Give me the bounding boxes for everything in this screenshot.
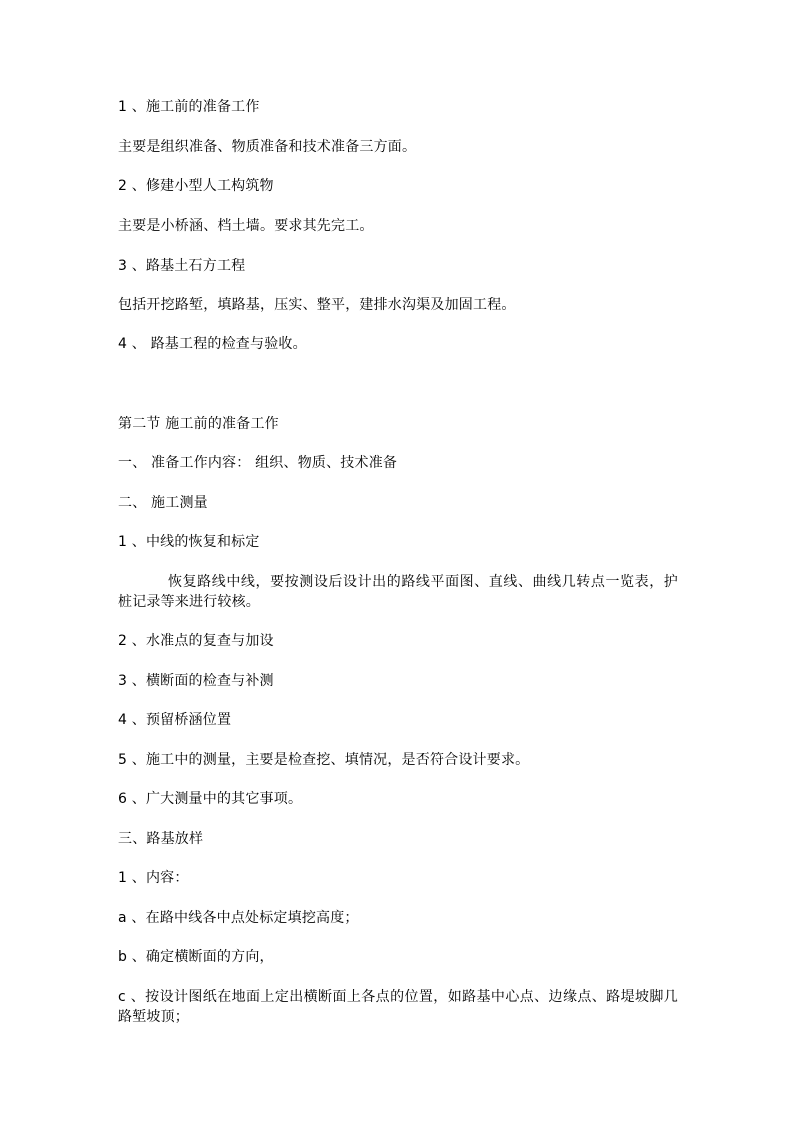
heading-step-3: 3 、路基土石方工程 — [118, 258, 246, 274]
item-a: a 、在路中线各中点处标定填挖高度； — [118, 910, 359, 926]
heading-part-2: 二、 施工测量 — [118, 495, 208, 511]
item-2: 2 、水准点的复查与加设 — [118, 633, 274, 649]
item-4: 4 、预留桥涵位置 — [118, 712, 232, 728]
heading-step-1: 1 、施工前的准备工作 — [118, 99, 260, 115]
item-b: b 、确定横断面的方向， — [118, 949, 274, 965]
heading-step-2: 2 、修建小型人工构筑物 — [118, 178, 274, 194]
item-3: 3 、横断面的检查与补测 — [118, 673, 274, 689]
heading-part-3: 三、路基放样 — [118, 831, 204, 847]
paragraph-step-3-desc: 包括开挖路堑，填路基，压实、整平，建排水沟渠及加固工程。 — [118, 297, 516, 313]
heading-part-1: 一、 准备工作内容： 组织、物质、技术准备 — [118, 455, 398, 471]
paragraph-step-1-desc: 主要是组织准备、物质准备和技术准备三方面。 — [118, 139, 417, 155]
item-1: 1 、中线的恢复和标定 — [118, 534, 260, 550]
item-content: 1 、内容： — [118, 870, 189, 886]
item-c: c 、按设计图纸在地面上定出横断面上各点的位置，如路基中心点、边缘点、路堤坡脚几路堑坡顶； — [118, 989, 678, 1025]
item-6: 6 、广大测量中的其它事项。 — [118, 791, 303, 807]
section-title: 第二节 施工前的准备工作 — [118, 416, 279, 432]
paragraph-item-1-desc: 恢复路线中线，要按测设后设计出的路线平面图、直线、曲线几转点一览表，护桩记录等来进行较核。 — [118, 574, 678, 610]
heading-step-4: 4 、 路基工程的检查与验收。 — [118, 336, 307, 352]
paragraph-step-2-desc: 主要是小桥涵、档土墙。要求其先完工。 — [118, 218, 374, 234]
item-5: 5 、施工中的测量，主要是检查挖、填情况，是否符合设计要求。 — [118, 752, 530, 768]
